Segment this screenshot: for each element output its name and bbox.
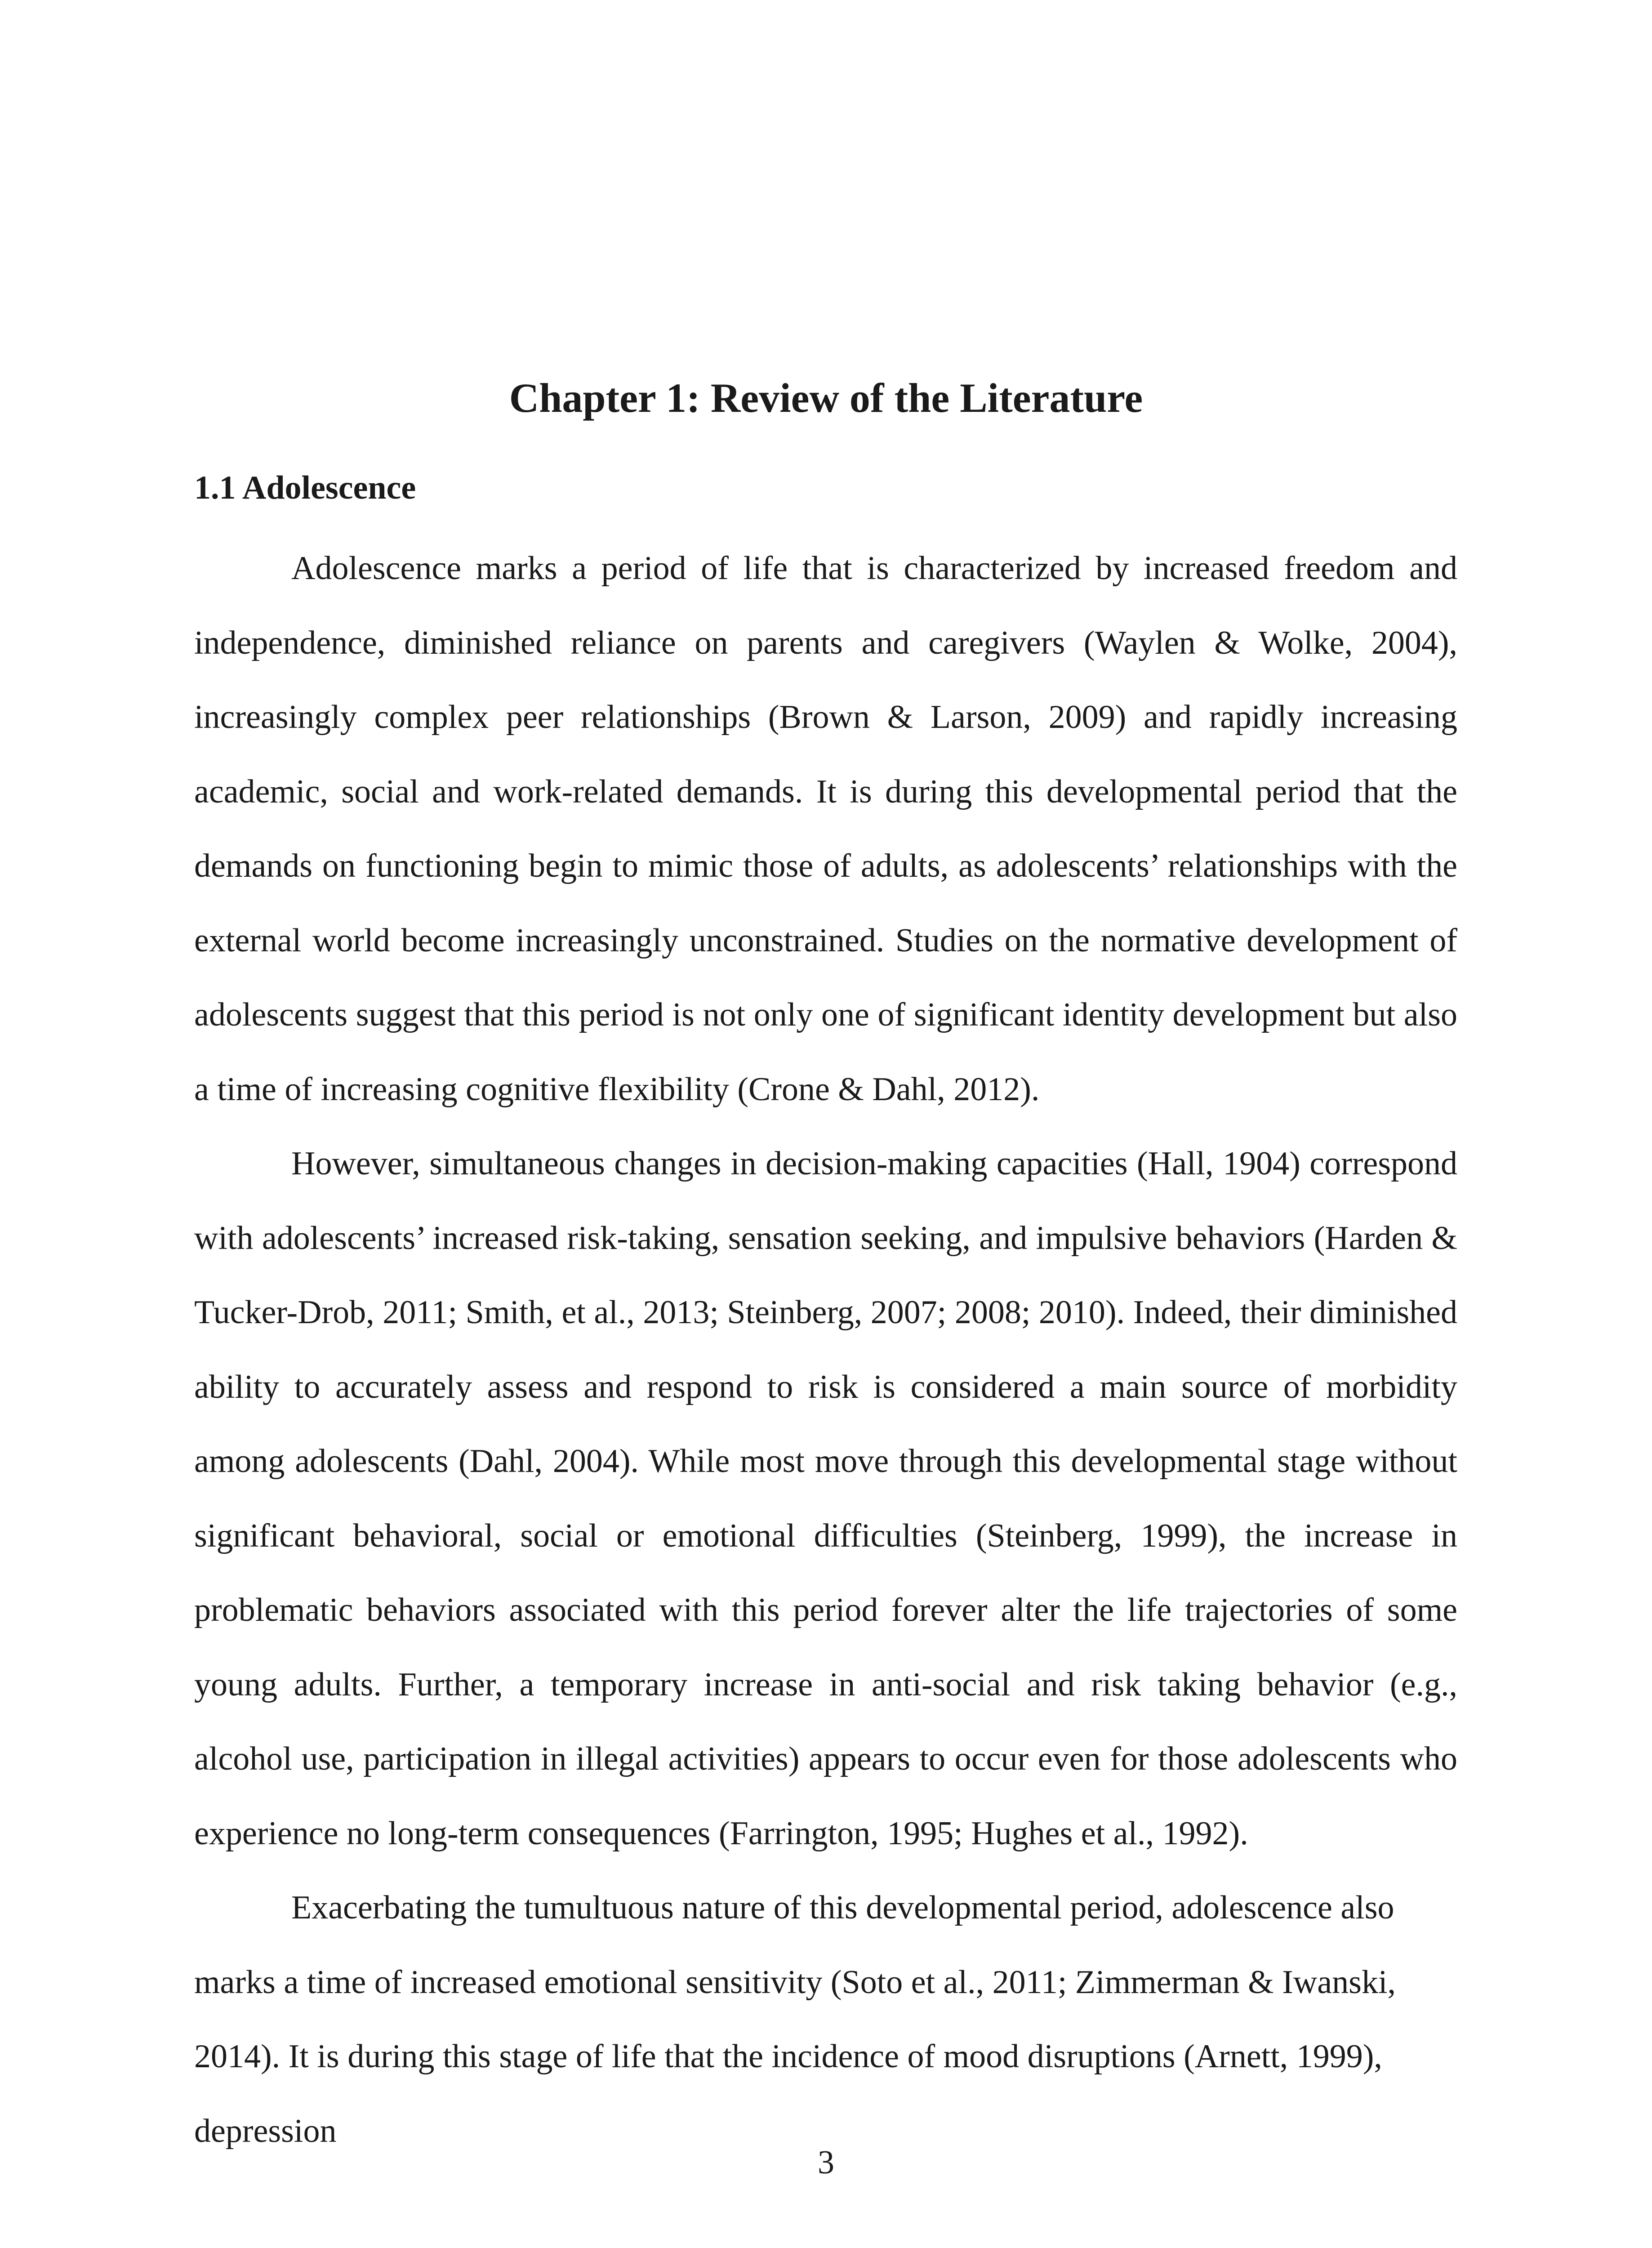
chapter-title: Chapter 1: Review of the Literature xyxy=(509,375,1143,421)
body-text xyxy=(194,531,1457,2168)
paragraph: However, simultaneous changes in decision-making capacities (Hall, 1904) correspond with adolescents’ increased risk-taking, sensation seeking, and impulsive behaviors (Harden & Tucker-Drob, 2011; Smith, et al., 2013; Steinberg, 2007; 2008; 2010). Indeed, their diminished ability to accurately assess and respond to risk is considered a main source of morbidity among adolescents (Dahl, 2004). While most move through this developmental stage without significant behavioral, social or emotional difficulties (Steinberg, 1999), the increase in problematic behaviors associated with this period forever alter the life trajectories of some young adults. Further, a temporary increase in anti-social and risk taking behavior (e.g., alcohol use, participation in illegal activities) appears to occur even for those adolescents who experience no long-term consequences (Farrington, 1995; Hughes et al., 1992). xyxy=(194,1145,1457,1852)
paragraph: Exacerbating the tumultuous nature of this developmental period, adolescence also marks a time of increased emotional sensitivity (Soto et al., 2011; Zimmerman & Iwanski, 2014). It is during this stage of life that the incidence of mood disruptions (Arnett, 1999), depression xyxy=(194,1889,1396,2150)
paragraph: Adolescence marks a period of life that is characterized by increased freedom and independence, diminished reliance on parents and caregivers (Waylen & Wolke, 2004), increasingly complex peer relationships (Brown & Larson, 2009) and rapidly increasing academic, social and work-related demands. It is during this developmental period that the demands on functioning begin to mimic those of adults, as adolescents’ relationships with the external world become increasingly unconstrained. Studies on the normative development of adolescents suggest that this period is not only one of significant identity development but also a time of increasing cognitive flexibility (Crone & Dahl, 2012). xyxy=(194,550,1457,1108)
section-heading: 1.1 Adolescence xyxy=(194,469,416,506)
page-number: 3 xyxy=(818,2144,834,2181)
